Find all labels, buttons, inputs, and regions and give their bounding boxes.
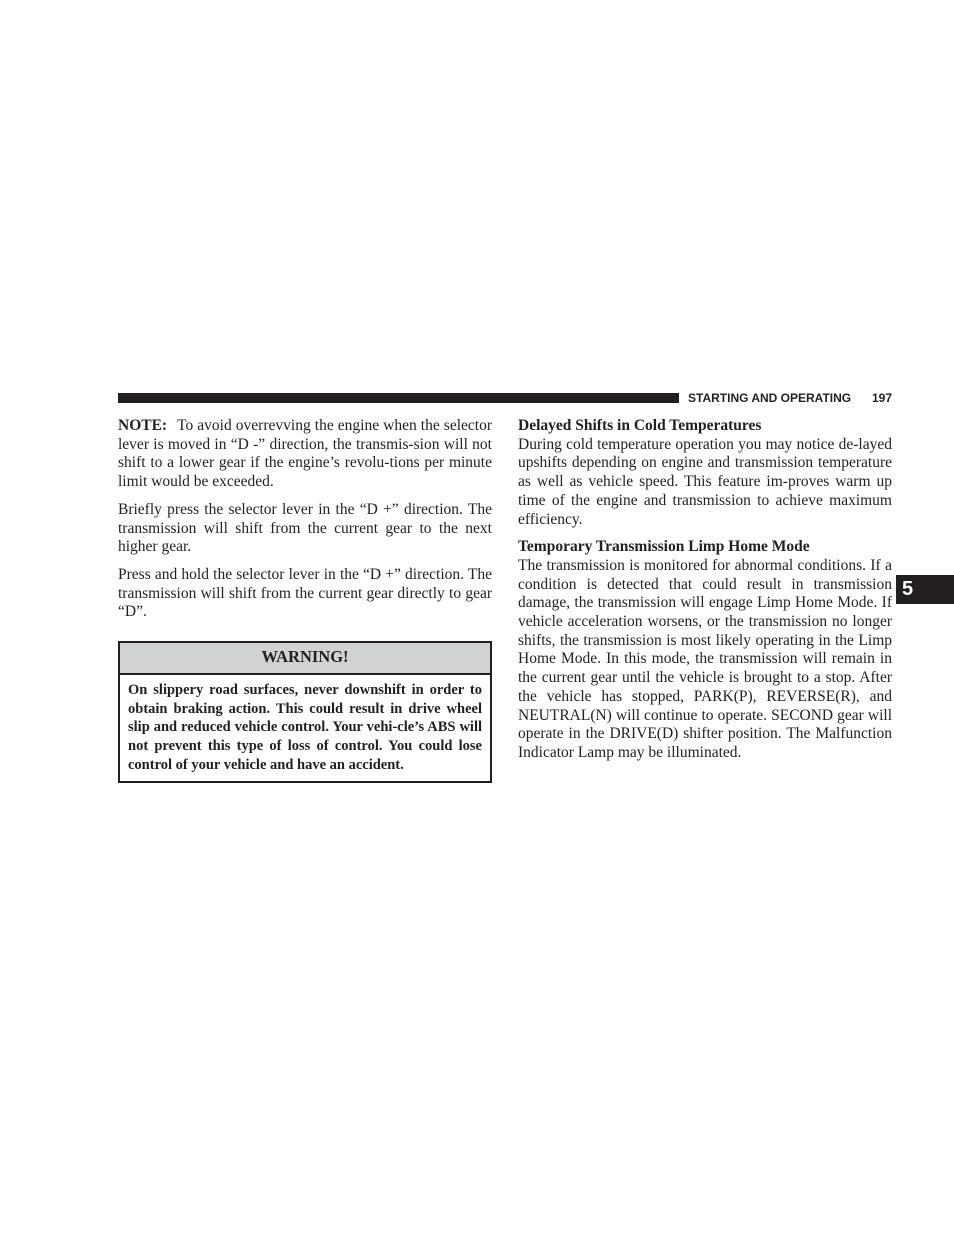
warning-box <box>118 641 492 783</box>
note-paragraph <box>118 417 492 492</box>
paragraph-press-hold: Press and hold the selector lever in the “D +” direction. The transmission will shift from the current gear directly to gear “D”. <box>118 565 492 621</box>
section-text: During cold temperature operation you may notice de-layed upshifts depending on engine and transmission temperature as well as vehicle speed. This feature im-proves warm up time of the engine and transmission to achieve maximum efficiency. <box>518 435 892 528</box>
section-heading: Temporary Transmission Limp Home Mode <box>518 538 810 556</box>
chapter-tab: 5 <box>896 575 954 604</box>
section-heading: Delayed Shifts in Cold Temperatures <box>518 417 762 434</box>
section-delayed-shifts <box>518 417 892 529</box>
warning-body: On slippery road surfaces, never downshift in order to obtain braking action. This could result in drive wheel slip and reduced vehicle control. Your vehi-cle’s ABS will not prevent this type of loss of control. You could lose control of your vehicle and have an accident. <box>128 682 482 773</box>
section-limp-home <box>518 538 892 762</box>
warning-title: WARNING! <box>120 643 490 675</box>
note-text: To avoid overrevving the engine when the selector lever is moved in “D -” direction, the transmis-sion will not shift to a lower gear if the engine’s revolu-tions per minute limit would be exceeded. <box>118 417 492 491</box>
left-column <box>118 417 492 783</box>
section-text: The transmission is monitored for abnormal conditions. If a condition is detected that could result in transmission damage, the transmission will engage Limp Home Mode. If vehicle acceleration worsens, or the transmission no longer shifts, the transmission is most likely operating in the Limp Home Mode. In this mode, the transmission will remain in the current gear until the vehicle is brought to a stop. After the vehicle has stopped, PARK(P), REVERSE(R), and NEUTRAL(N) will continue to operate. SECOND gear will operate in the DRIVE(D) shifter position. The Malfunction Indicator Lamp may be illuminated. <box>518 556 892 761</box>
header-rule <box>118 393 679 403</box>
note-label: NOTE: <box>118 417 168 434</box>
right-column <box>518 417 892 763</box>
section-title: STARTING AND OPERATING <box>688 391 852 405</box>
running-header <box>688 390 892 406</box>
paragraph-briefly-press: Briefly press the selector lever in the “D +” direction. The transmission will shift from the current gear to the next higher gear. <box>118 500 492 556</box>
page-number: 197 <box>871 391 892 405</box>
